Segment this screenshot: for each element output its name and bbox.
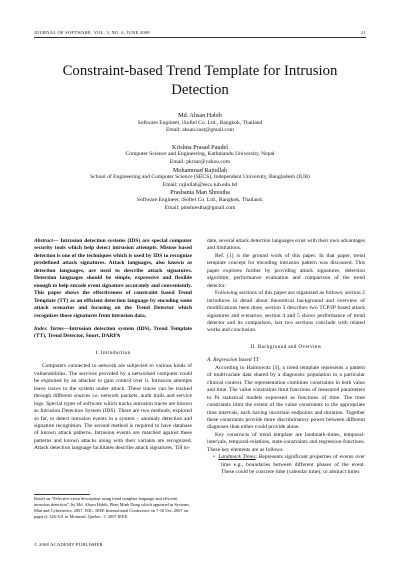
- abstract-label: Abstract—: [34, 238, 59, 244]
- index-terms-text: —Intrusion detection system (IDS), Trend Template (TT), Trend Detector, Snort, DARPA: [34, 325, 193, 340]
- author-email: Email: rajiullah@secs.iub.edu.bd: [162, 181, 238, 188]
- author-affiliation: School of Engineering and Computer Science (SECS), Independent University, Bangladesh (IUB): [90, 174, 310, 181]
- author-3: [34, 167, 366, 190]
- author-block: [34, 112, 366, 212]
- author-name: Md. Ahsan Habib: [178, 112, 222, 119]
- bullet-label: Landmark Times: [218, 454, 256, 461]
- author-email: Email: ahsan.sust@gmail.com: [165, 127, 235, 134]
- copyright: © 2008 ACADEMY PUBLISHER: [34, 542, 103, 547]
- author-name: Mohammad Rajiullah: [172, 166, 228, 174]
- index-terms: [34, 326, 192, 341]
- subsection-heading: A. Regression based TT: [207, 357, 260, 364]
- author-email: Email: pmshrestha@gmail.com: [164, 204, 236, 211]
- abstract: [34, 238, 192, 320]
- author-1: [34, 112, 366, 135]
- paragraph: According to Haimowitz [3], a trend template represents a pattern of multivariate data shared by a diagnostic population in a particular clinical context. The representation combines constraints in both value and time. The value constraints limit functions of measured parameters to fit statistical models expressed as functions of time. The time constraints limit the extent of the value constraints to the appropriate time intervals, each having uncertain endpoints and duration. Together these constraints provide more discriminatory power between different diagnoses than either could provide alone.: [207, 364, 365, 431]
- bullet-icon: •: [213, 454, 219, 461]
- journal-header: JOURNAL OF SOFTWARE, VOL. 3, NO. 6, JUNE 2008: [34, 30, 150, 35]
- bullet-text: : Represents significant properties of events over time e.g., boundaries between different phases of the event. These could be concrete time (calendar time); or abstract times: [221, 454, 365, 476]
- paper-title: [34, 62, 366, 100]
- bullet-item: [207, 454, 365, 476]
- paragraph: Computers connected to network are subjected to various kinds of vulnerabilities. The services provided by a networked computer could be exploited by an attacker to gain control over it. Intrusion attempts leave traces to the system under attack. These traces can be tracked through different sources i.e. network packets, audit trails and service logs. Special types of software which tracks intrusion traces are known as Intrusion Detection System (IDS). There are two methods, explored so far, to detect intrusion events in a system – anomaly detection and signature recognition. The second method is required to have database of known attack patterns. Intrusion events are matched against these patterns and known attacks along with their variants are recognized. Attack detection language facilitates describe attack signatures. Till to-: [34, 363, 192, 452]
- author-email: Email: pkrsar@yahoo.com: [169, 158, 231, 165]
- paragraph: date, several attack detection languages exist with their own advantages and limitations.: [207, 238, 365, 252]
- author-affiliation: Software Engineer, iSoftel Co. Ltd., Bangkok, Thailand.: [136, 196, 264, 203]
- paragraph: Following sections of this paper are organized as follows: section 2 introduces in detail about theoretical background and overview of modifications been done, section 3 describes two TCP/IP based attack signatures and scenarios, section 4 and 5 shows performance of trend detector and its comparison, last two sections conclude with related works and conclusion.: [207, 290, 365, 334]
- footnote: Based on “Effective event description using trend template language and efficient intrusion detection”, by Md. Ahsan Habib, Phan Minh Dung which appeared in Systems, Man and Cybernetics, 2007. ISIC. IEEE International Conference on 7-10 Oct. 2007 on page(s): 326-331 in Montreal, Quebec. © 2007 IEEE.: [34, 496, 191, 519]
- left-column: [34, 238, 192, 453]
- section-heading-background: II. Background and Overview: [250, 343, 322, 350]
- index-terms-label: Index Terms: [34, 325, 64, 332]
- author-name: Prashanta Man Shrestha: [170, 189, 230, 197]
- author-4: [34, 189, 366, 212]
- author-affiliation: Computer Science and Engineering, Kathmandu University, Nepal: [125, 151, 275, 158]
- author-affiliation: Software Engineer, iSoftel Co. Ltd., Bangkok, Thailand: [137, 119, 263, 126]
- page-number: 21: [361, 30, 366, 35]
- author-name: Krishna Prasad Paudel: [171, 143, 229, 151]
- author-2: [34, 144, 366, 167]
- footnote-rule: [34, 494, 90, 495]
- section-heading-introduction: I. Introduction: [95, 349, 131, 356]
- title-line-1: Constraint-based Trend Template for Intrusion: [62, 63, 338, 79]
- title-line-2: Detection: [171, 82, 229, 98]
- abstract-text: Intrusion detection systems (IDS) are special computer security tools which help detect intrusion attempts. Misuse based detection is one of the techniques which is used by IDS to recognize predefined attack signatures. Attack languages, also known as detection languages, are used to describe attack signatures. Detection languages should be simple, expressive and flexible enough to help encode event signature accurately and conveniently. This paper shows the effectiveness of constraint based Trend Template (TT) as an efficient detection language by encoding some attack scenarios and focusing on the Trend Detector which recognizes those signatures from intrusion data.: [34, 238, 192, 319]
- paragraph: Key constructs of trend template are landmark-times, temporal-intervals, temporal-relations, state-constraints and regression-functions. These key elements are as follows:: [207, 431, 365, 453]
- paragraph: Ref. [1] is the ground work of this paper. In that paper, trend template concept for encoding intrusion pattern was discussed. This paper explores further by providing attack signatures, detection algorithm, performance evaluation and comparison of the trend detector.: [207, 252, 365, 289]
- right-column: [207, 238, 365, 477]
- header-rule: [34, 37, 366, 38]
